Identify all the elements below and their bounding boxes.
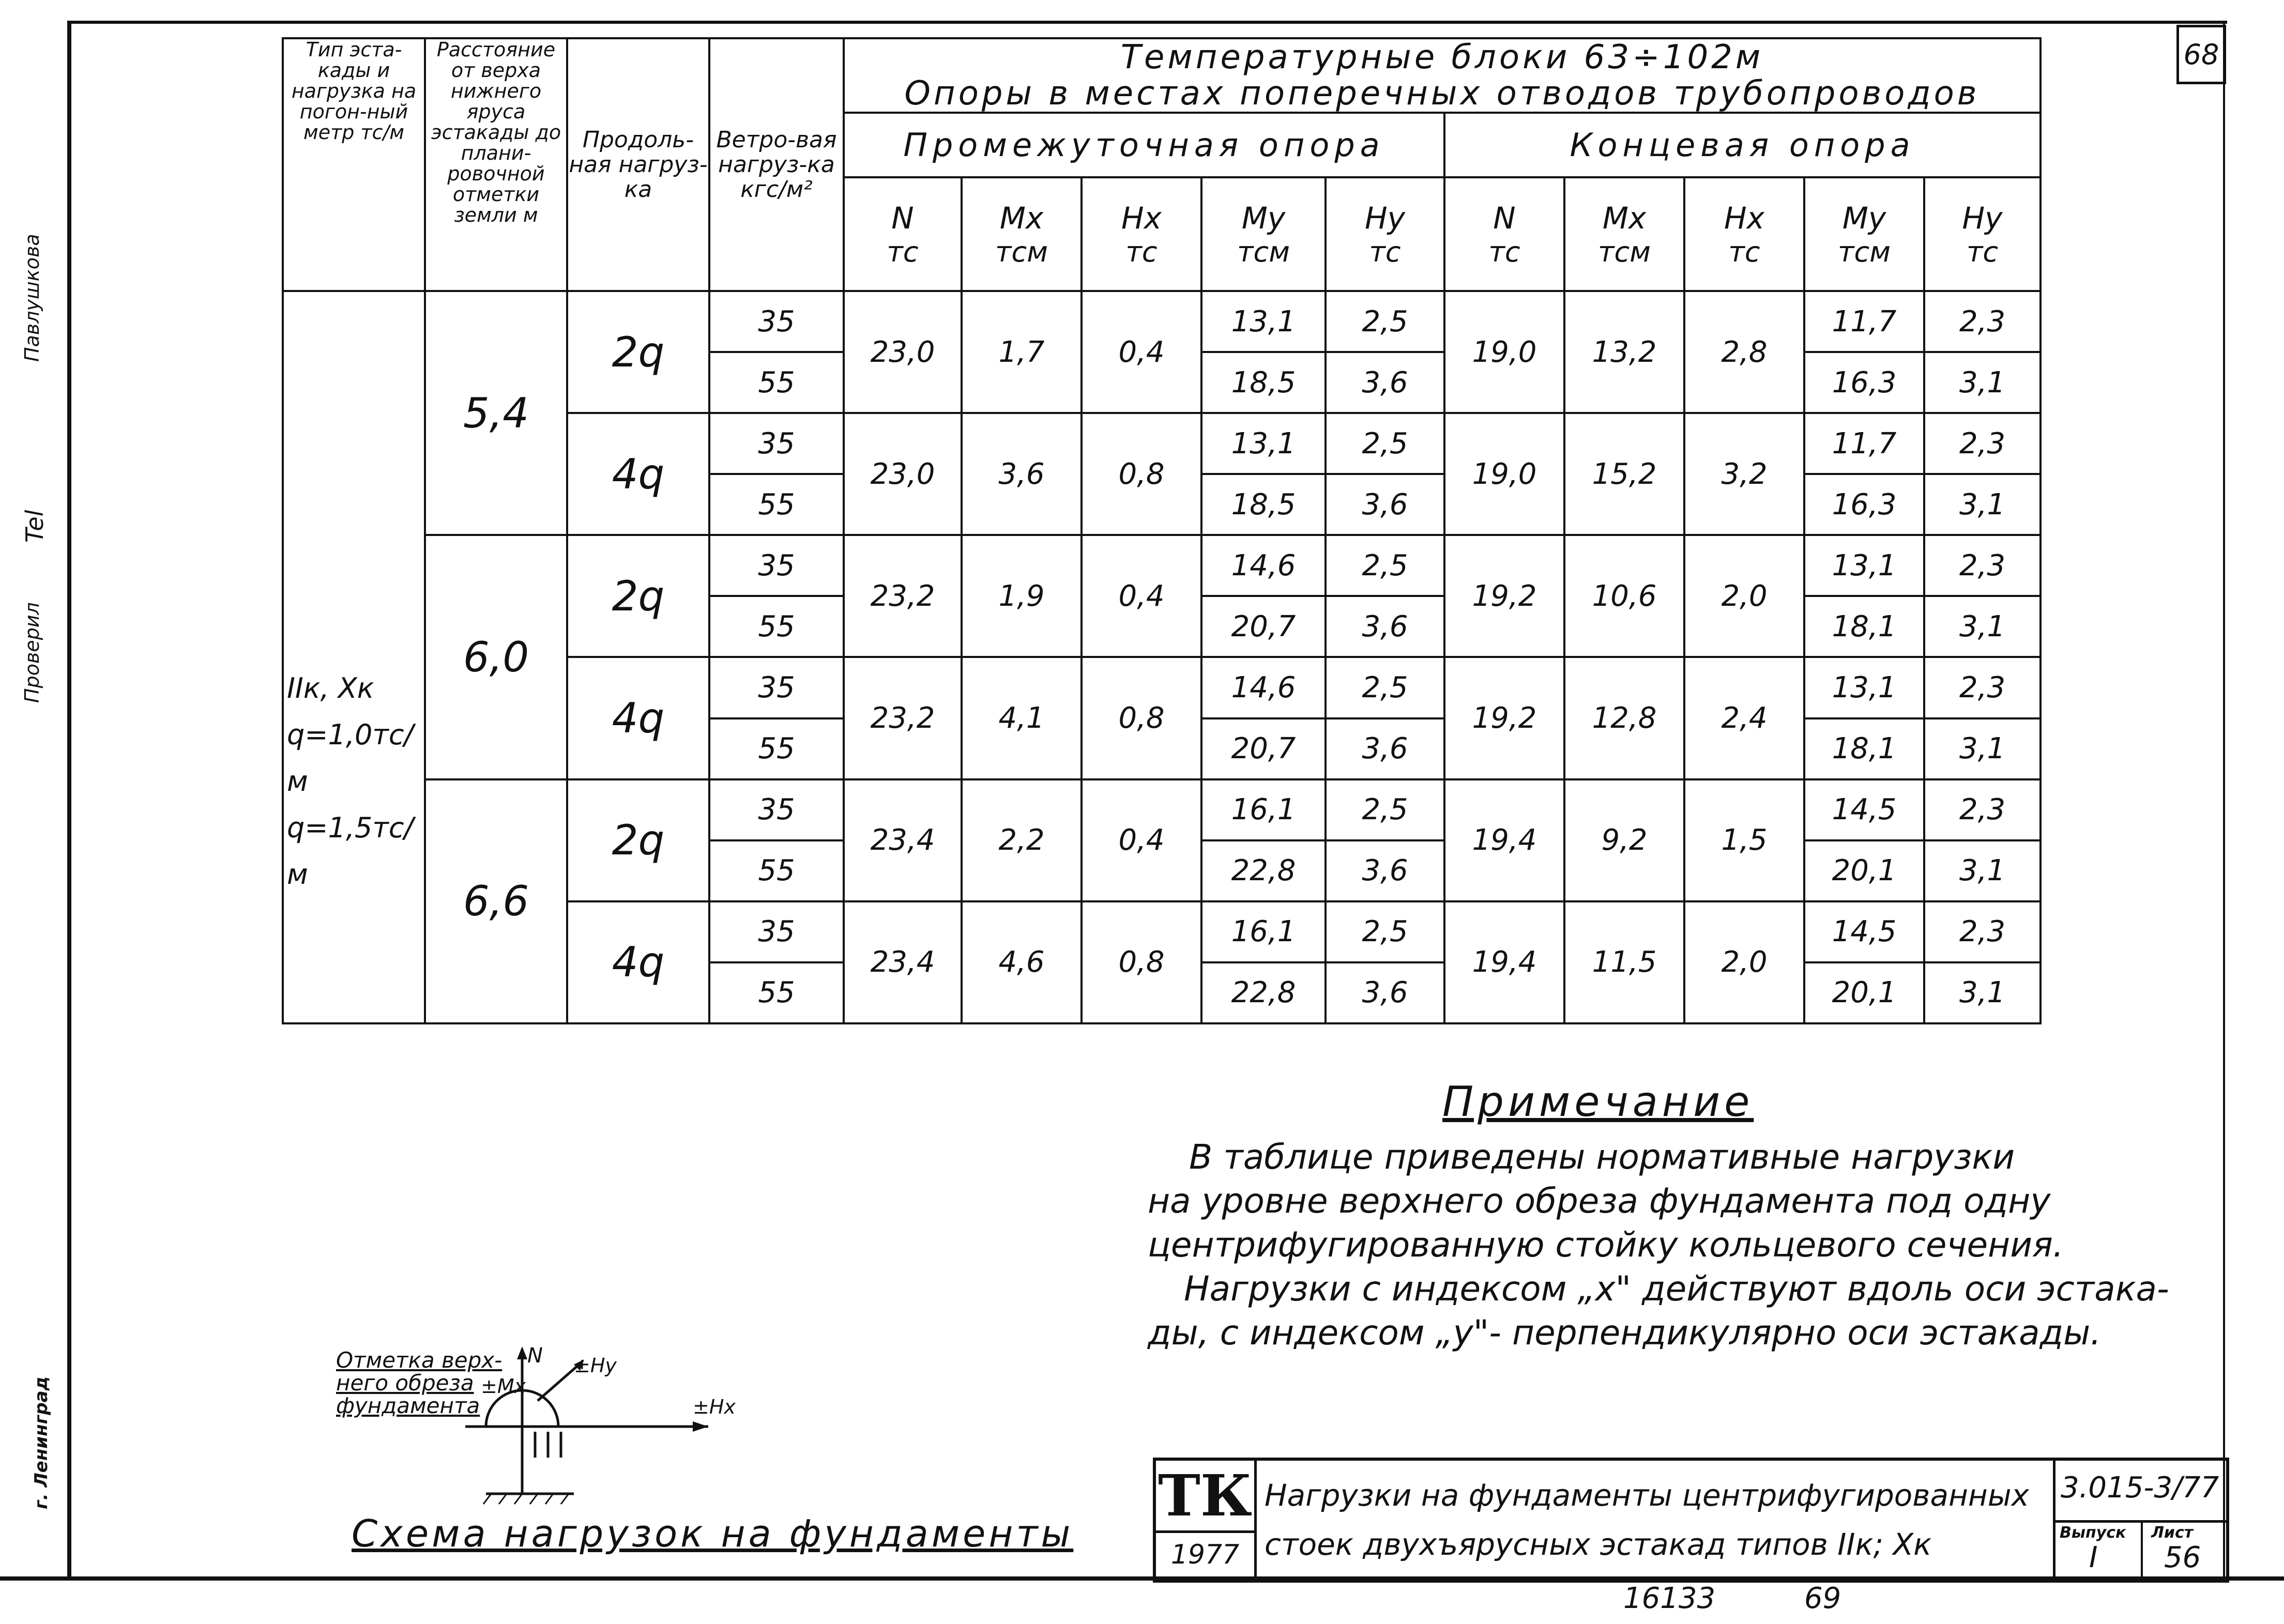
frame-left-border <box>67 21 71 1576</box>
n2-cell: 19,4 <box>1444 901 1564 1023</box>
wind-cell: 55 <box>709 840 844 901</box>
distance-cell: 6,0 <box>425 535 567 779</box>
col-header-unit: тс <box>1488 235 1520 268</box>
hx2-cell: 2,4 <box>1684 657 1804 779</box>
header-title <box>844 38 2041 113</box>
my2-cell: 16,3 <box>1804 352 1924 413</box>
title-block <box>1153 1458 2229 1583</box>
loads-table <box>282 37 2042 1024</box>
my1-cell: 16,1 <box>1201 779 1326 840</box>
scheme-N: N <box>527 1344 543 1368</box>
wind-cell: 55 <box>709 962 844 1023</box>
col-header-5 <box>1444 177 1564 291</box>
stamp-title-line1: Нагрузки на фундаменты центрифугированных <box>1265 1478 2029 1513</box>
type-cell-line2: q=1,0тс/м <box>287 718 414 798</box>
hx2-cell: 2,0 <box>1684 901 1804 1023</box>
stamp-sheet-label: Лист <box>2151 1524 2194 1542</box>
my2-cell: 11,7 <box>1804 291 1924 352</box>
load-cell: 2q <box>567 291 709 413</box>
my2-cell: 20,1 <box>1804 840 1924 901</box>
hy1-cell: 3,6 <box>1326 596 1444 657</box>
col-header-6 <box>1564 177 1684 291</box>
load-cell: 2q <box>567 779 709 901</box>
mx2-cell: 9,2 <box>1564 779 1684 901</box>
col-header-unit: тсм <box>1598 235 1651 268</box>
note-line-1: В таблице приведены нормативные нагрузки <box>1189 1137 2015 1177</box>
col-header-unit: тсм <box>1838 235 1891 268</box>
hy2-cell: 2,3 <box>1924 657 2041 718</box>
hy2-cell: 2,3 <box>1924 535 2041 596</box>
col-header-unit: тсм <box>1237 235 1290 268</box>
my1-cell: 20,7 <box>1201 718 1326 779</box>
footer-inventory: 16133 <box>1623 1582 1716 1615</box>
n2-cell: 19,2 <box>1444 535 1564 657</box>
hy1-cell: 3,6 <box>1326 840 1444 901</box>
col-header-name: N <box>891 200 914 236</box>
col-header-unit: тс <box>1369 235 1401 268</box>
note-line-5: ды, с индексом „y"- перпендикулярно оси эстакады. <box>1148 1313 2102 1353</box>
col-header-name: My <box>1842 200 1886 236</box>
mx1-cell: 2,2 <box>962 779 1082 901</box>
stamp-issue: I <box>2089 1541 2098 1574</box>
col-header-unit: тсм <box>995 235 1048 268</box>
hy1-cell: 2,5 <box>1326 779 1444 840</box>
sheet-number: 68 <box>2176 25 2226 84</box>
hx1-cell: 0,4 <box>1082 779 1201 901</box>
col-header-0 <box>844 177 962 291</box>
header-distance: Расстояние от верха нижнего яруса эстакады до плани-ровочной отметки земли м <box>425 38 567 291</box>
note-title: Примечание <box>1442 1078 1754 1126</box>
table-row <box>283 779 2041 840</box>
margin-checked: Проверил <box>21 602 43 703</box>
scheme-Hx: ±Hx <box>693 1396 736 1418</box>
col-header-name: My <box>1241 200 1286 236</box>
wind-cell: 55 <box>709 352 844 413</box>
wind-cell: 35 <box>709 413 844 474</box>
my2-cell: 13,1 <box>1804 657 1924 718</box>
hx1-cell: 0,8 <box>1082 413 1201 535</box>
scheme-title: Схема нагрузок на фундаменты <box>352 1512 1074 1555</box>
n1-cell: 23,4 <box>844 779 962 901</box>
n2-cell: 19,2 <box>1444 657 1564 779</box>
hy2-cell: 3,1 <box>1924 962 2041 1023</box>
hy2-cell: 2,3 <box>1924 901 2041 962</box>
type-cell <box>283 291 425 1023</box>
hy1-cell: 2,5 <box>1326 291 1444 352</box>
distance-cell: 5,4 <box>425 291 567 535</box>
note-line-3: центрифугированную стойку кольцевого сечения. <box>1148 1225 2064 1265</box>
scheme-Hy: ±Hy <box>574 1354 617 1377</box>
stamp-org-col <box>1156 1461 1257 1580</box>
my1-cell: 13,1 <box>1201 291 1326 352</box>
my2-cell: 11,7 <box>1804 413 1924 474</box>
col-header-name: Hy <box>1962 200 2003 236</box>
wind-cell: 35 <box>709 657 844 718</box>
col-header-9 <box>1924 177 2041 291</box>
my1-cell: 22,8 <box>1201 840 1326 901</box>
stamp-sheet: 56 <box>2164 1541 2201 1574</box>
wind-cell: 35 <box>709 291 844 352</box>
hx2-cell: 2,8 <box>1684 291 1804 413</box>
stamp-issue-sheet <box>2055 1520 2226 1582</box>
mx2-cell: 10,6 <box>1564 535 1684 657</box>
col-header-unit: тс <box>1728 235 1760 268</box>
hx2-cell: 3,2 <box>1684 413 1804 535</box>
frame-top-border <box>71 21 2227 24</box>
header-intermediate: Промежуточная опора <box>844 113 1444 177</box>
n2-cell: 19,0 <box>1444 291 1564 413</box>
note-line-4: Нагрузки с индексом „x" действуют вдоль оси эстака- <box>1184 1269 2169 1309</box>
my2-cell: 14,5 <box>1804 901 1924 962</box>
wind-cell: 35 <box>709 901 844 962</box>
wind-cell: 35 <box>709 779 844 840</box>
table-row <box>283 535 2041 596</box>
hy1-cell: 3,6 <box>1326 718 1444 779</box>
hy2-cell: 3,1 <box>1924 718 2041 779</box>
col-header-unit: тс <box>887 235 919 268</box>
header-longitudinal: Продоль-ная нагруз-ка <box>567 38 709 291</box>
my1-cell: 20,7 <box>1201 596 1326 657</box>
footer-page: 69 <box>1804 1582 1841 1615</box>
col-header-unit: тс <box>1966 235 1999 268</box>
distance-cell: 6,6 <box>425 779 567 1023</box>
stamp-code-col <box>2053 1461 2226 1580</box>
hy1-cell: 2,5 <box>1326 535 1444 596</box>
my1-cell: 13,1 <box>1201 413 1326 474</box>
n1-cell: 23,2 <box>844 657 962 779</box>
my1-cell: 14,6 <box>1201 535 1326 596</box>
hy2-cell: 3,1 <box>1924 596 2041 657</box>
load-cell: 2q <box>567 535 709 657</box>
my2-cell: 18,1 <box>1804 596 1924 657</box>
table-row <box>283 291 2041 352</box>
my1-cell: 18,5 <box>1201 352 1326 413</box>
load-cell: 4q <box>567 901 709 1023</box>
my2-cell: 13,1 <box>1804 535 1924 596</box>
mx1-cell: 3,6 <box>962 413 1082 535</box>
col-header-name: Hx <box>1121 200 1162 236</box>
mx2-cell: 12,8 <box>1564 657 1684 779</box>
col-header-2 <box>1082 177 1201 291</box>
stamp-title-line2: стоек двухъярусных эстакад типов IIк; Xк <box>1265 1527 1932 1562</box>
col-header-4 <box>1326 177 1444 291</box>
hx1-cell: 0,8 <box>1082 657 1201 779</box>
hy2-cell: 2,3 <box>1924 291 2041 352</box>
n1-cell: 23,4 <box>844 901 962 1023</box>
hy1-cell: 3,6 <box>1326 962 1444 1023</box>
margin-city: г. Ленинград <box>31 1376 52 1509</box>
my1-cell: 14,6 <box>1201 657 1326 718</box>
stamp-year: 1977 <box>1170 1539 1240 1570</box>
mx1-cell: 1,9 <box>962 535 1082 657</box>
header-type: Тип эста-кады и нагрузка на погон-ный метр тс/м <box>283 38 425 291</box>
col-header-3 <box>1201 177 1326 291</box>
col-header-unit: тс <box>1125 235 1158 268</box>
col-header-name: Mx <box>999 200 1044 236</box>
col-header-name: N <box>1493 200 1516 236</box>
hy1-cell: 2,5 <box>1326 413 1444 474</box>
n1-cell: 23,0 <box>844 291 962 413</box>
wind-cell: 35 <box>709 535 844 596</box>
scheme-label-line1: Отметка верх- <box>336 1347 503 1373</box>
hy2-cell: 2,3 <box>1924 779 2041 840</box>
n2-cell: 19,0 <box>1444 413 1564 535</box>
col-header-name: Hx <box>1724 200 1764 236</box>
frame-right-border <box>2223 21 2225 1576</box>
load-cell: 4q <box>567 413 709 535</box>
hy2-cell: 3,1 <box>1924 474 2041 535</box>
hy2-cell: 2,3 <box>1924 413 2041 474</box>
mx1-cell: 4,6 <box>962 901 1082 1023</box>
n1-cell: 23,2 <box>844 535 962 657</box>
col-header-1 <box>962 177 1082 291</box>
mx1-cell: 1,7 <box>962 291 1082 413</box>
hy1-cell: 3,6 <box>1326 352 1444 413</box>
scheme-drawing <box>331 1344 796 1509</box>
stamp-code: 3.015-3/77 <box>2061 1471 2219 1505</box>
hy1-cell: 2,5 <box>1326 657 1444 718</box>
hy1-cell: 2,5 <box>1326 901 1444 962</box>
wind-cell: 55 <box>709 596 844 657</box>
wind-cell: 55 <box>709 474 844 535</box>
scheme-label-line3: фундамента <box>336 1393 480 1418</box>
hy1-cell: 3,6 <box>1326 474 1444 535</box>
hx1-cell: 0,8 <box>1082 901 1201 1023</box>
col-header-7 <box>1684 177 1804 291</box>
header-title-line1: Температурные блоки 63÷102м <box>1120 38 1764 76</box>
my1-cell: 22,8 <box>1201 962 1326 1023</box>
mx1-cell: 4,1 <box>962 657 1082 779</box>
col-header-8 <box>1804 177 1924 291</box>
stamp-org: ТК <box>1156 1461 1254 1533</box>
hx1-cell: 0,4 <box>1082 535 1201 657</box>
mx2-cell: 11,5 <box>1564 901 1684 1023</box>
note-line-2: на уровне верхнего обреза фундамента под одну <box>1148 1181 2051 1221</box>
hx1-cell: 0,4 <box>1082 291 1201 413</box>
type-cell-line3: q=1,5тс/м <box>287 811 414 891</box>
stamp-issue-label: Выпуск <box>2060 1524 2126 1542</box>
col-header-name: Mx <box>1602 200 1647 236</box>
stamp-title <box>1265 1471 2180 1569</box>
n1-cell: 23,0 <box>844 413 962 535</box>
my1-cell: 16,1 <box>1201 901 1326 962</box>
my1-cell: 18,5 <box>1201 474 1326 535</box>
my2-cell: 16,3 <box>1804 474 1924 535</box>
stamp-divider <box>2141 1523 2143 1582</box>
header-title-line2: Опоры в местах поперечных отводов трубопроводов <box>904 74 1980 113</box>
hx2-cell: 1,5 <box>1684 779 1804 901</box>
margin-name: Павлушкова <box>21 234 43 362</box>
header-end: Концевая опора <box>1444 113 2041 177</box>
wind-cell: 55 <box>709 718 844 779</box>
n2-cell: 19,4 <box>1444 779 1564 901</box>
load-cell: 4q <box>567 657 709 779</box>
type-cell-line1: IIк, Xк <box>287 671 374 704</box>
scheme-Mx: ±Mx <box>481 1375 526 1398</box>
margin-signature: Tel <box>21 510 49 543</box>
my2-cell: 20,1 <box>1804 962 1924 1023</box>
my2-cell: 14,5 <box>1804 779 1924 840</box>
load-scheme <box>331 1344 796 1509</box>
mx2-cell: 15,2 <box>1564 413 1684 535</box>
my2-cell: 18,1 <box>1804 718 1924 779</box>
col-header-name: Hy <box>1365 200 1405 236</box>
scheme-label-line2: него обреза <box>336 1370 474 1396</box>
header-wind: Ветро-вая нагруз-ка кгс/м² <box>709 38 844 291</box>
mx2-cell: 13,2 <box>1564 291 1684 413</box>
hy2-cell: 3,1 <box>1924 840 2041 901</box>
hx2-cell: 2,0 <box>1684 535 1804 657</box>
hy2-cell: 3,1 <box>1924 352 2041 413</box>
